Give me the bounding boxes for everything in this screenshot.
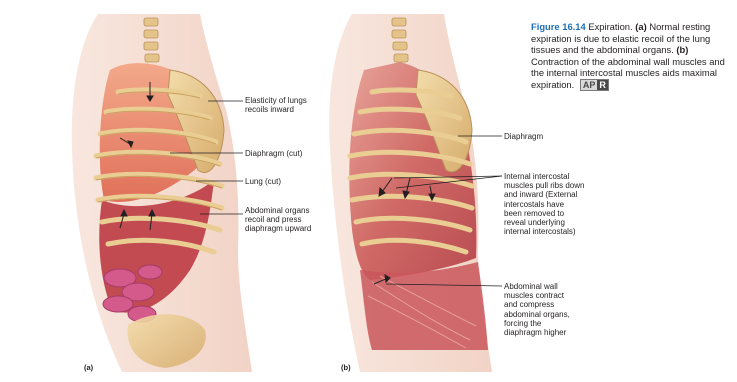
label-elasticity-of-lungs: Elasticity of lungs recoils inward xyxy=(245,96,307,115)
caption-part-a-text: Normal resting expiration is due to elastic recoil of the lung tissues and the abdominal organs. xyxy=(531,21,711,56)
label-lung-cut: Lung (cut) xyxy=(245,177,282,186)
apr-badge-ap: AP xyxy=(582,80,596,91)
figure-number: Figure 16.14 xyxy=(531,21,586,32)
panel-a-illustration xyxy=(72,14,252,372)
abdominal-wall-b xyxy=(360,262,488,350)
figure-title: Expiration. xyxy=(588,21,633,32)
apr-badge[interactable] xyxy=(580,79,609,91)
label-abdominal-organs: Abdominal organs recoil and press diaphragm upward xyxy=(245,206,312,234)
figure-caption xyxy=(531,21,731,91)
caption-part-b-text: Contraction of the abdominal wall muscles and the internal intercostal muscles aids maximal expiration. xyxy=(531,55,725,90)
panel-b-tag: (b) xyxy=(341,363,351,372)
panel-b-illustration xyxy=(329,14,502,372)
caption-part-b-tag: (b) xyxy=(676,44,689,56)
label-internal-intercostal: Internal intercostal muscles pull ribs down and inward (External intercostals have been removed to reveal underlying internal intercostals) xyxy=(504,172,585,237)
label-abdominal-wall: Abdominal wall muscles contract and compress abdominal organs, forcing the diaphragm higher xyxy=(504,282,570,338)
caption-part-a-tag: (a) xyxy=(635,21,647,32)
apr-badge-r: R xyxy=(599,80,606,91)
label-diaphragm-cut: Diaphragm (cut) xyxy=(245,149,303,158)
panel-a-tag: (a) xyxy=(84,363,94,372)
label-diaphragm: Diaphragm xyxy=(504,132,544,141)
